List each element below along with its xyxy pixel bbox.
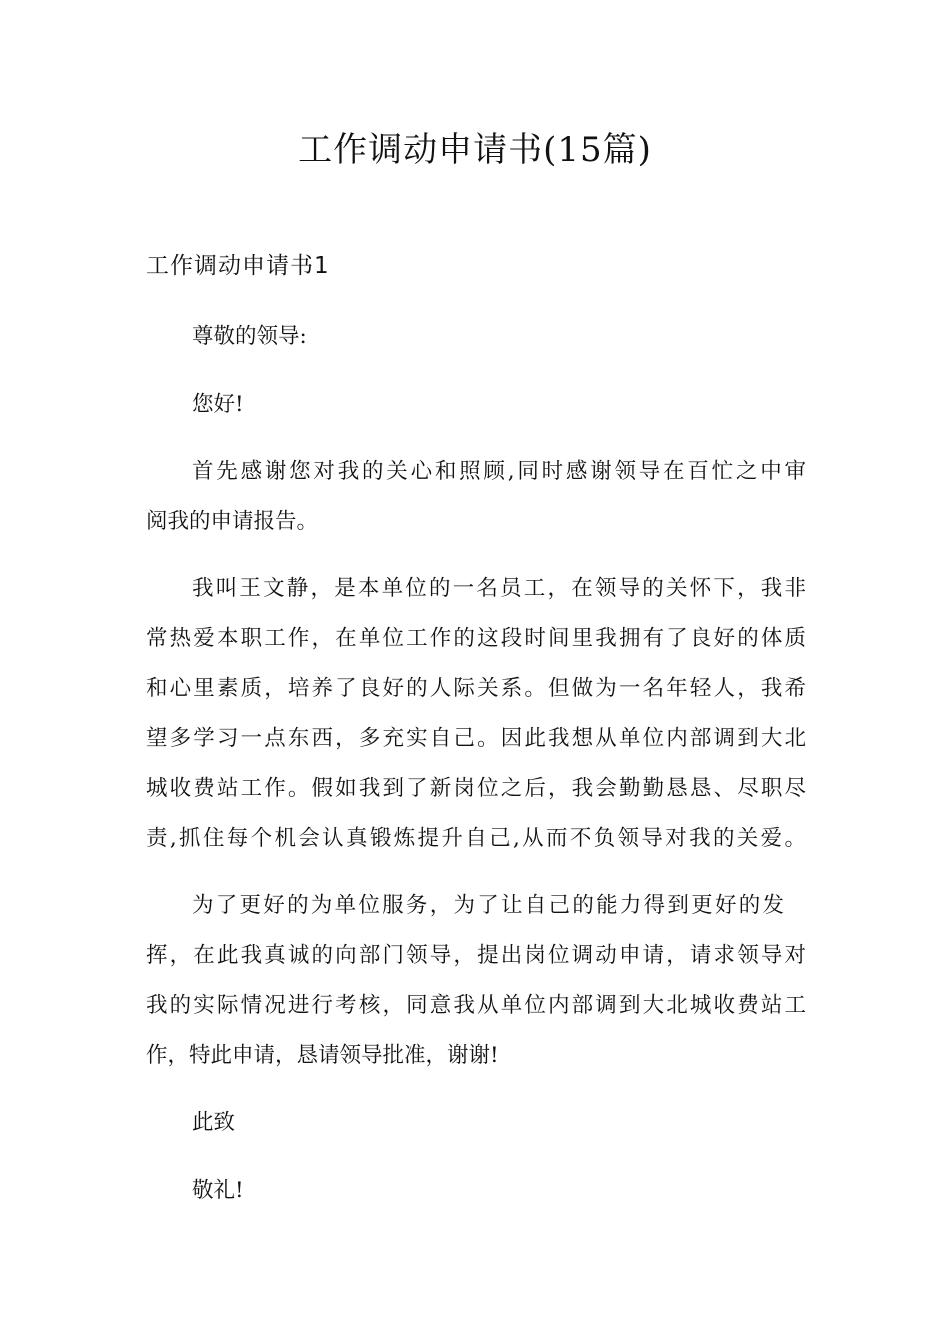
paragraph-3-line-3: 我的实际情况进行考核，同意我从单位内部调到大北城收费站工 — [146, 993, 806, 1018]
paragraph-2-line-4: 望多学习一点东西，多充实自己。因此我想从单位内部调到大北 — [146, 726, 806, 751]
closing-line-1: 此致 — [192, 1110, 236, 1135]
paragraph-2-line-2: 常热爱本职工作，在单位工作的这段时间里我拥有了良好的体质 — [146, 626, 806, 651]
paragraph-1-line-1: 首先感谢您对我的关心和照顾,同时感谢领导在百忙之中审 — [192, 459, 806, 484]
paragraph-3-line-4: 作，特此申请，恳请领导批准，谢谢! — [146, 1043, 499, 1068]
section-heading: 工作调动申请书1 — [146, 253, 330, 279]
paragraph-2-line-5: 城收费站工作。假如我到了新岗位之后，我会勤勤恳恳、尽职尽 — [146, 776, 806, 801]
salutation: 尊敬的领导: — [192, 324, 307, 349]
closing-line-2: 敬礼! — [192, 1178, 244, 1203]
paragraph-2-line-1: 我叫王文静，是本单位的一名员工，在领导的关怀下，我非 — [192, 576, 806, 601]
paragraph-3-line-2: 挥，在此我真诚的向部门领导，提出岗位调动申请，请求领导对 — [146, 943, 806, 968]
paragraph-1-line-2: 阅我的申请报告。 — [146, 509, 319, 534]
document-title: 工作调动申请书(15篇) — [298, 130, 652, 170]
greeting: 您好! — [192, 392, 244, 417]
paragraph-2-line-3: 和心里素质，培养了良好的人际关系。但做为一名年轻人，我希 — [146, 676, 806, 701]
paragraph-3-line-1: 为了更好的为单位服务，为了让自己的能力得到更好的发 — [192, 893, 784, 918]
paragraph-2-line-6: 责,抓住每个机会认真锻炼提升自己,从而不负领导对我的关爱。 — [146, 826, 806, 851]
